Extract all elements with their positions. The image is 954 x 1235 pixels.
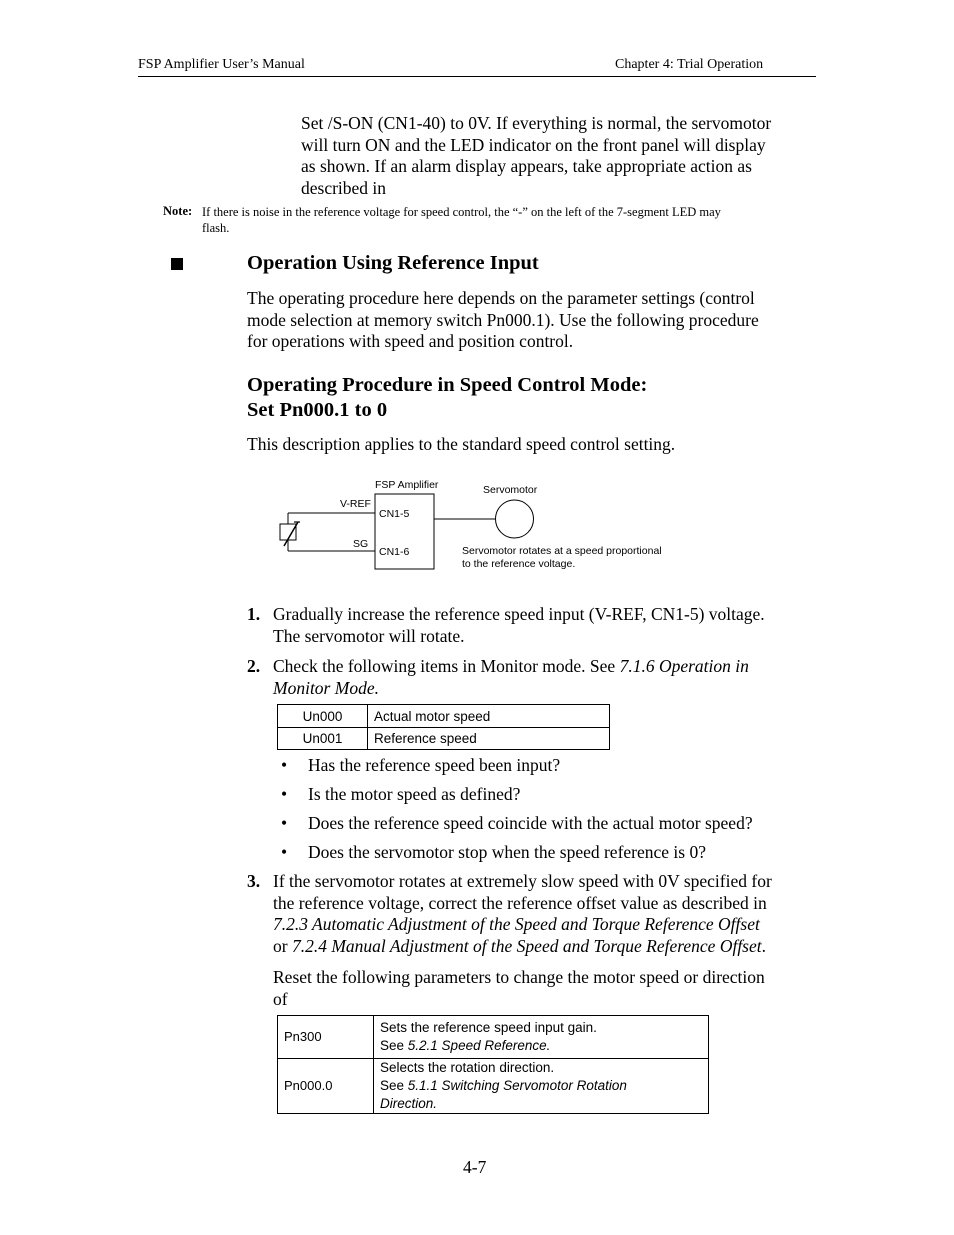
- table-cell-code: Un000: [278, 705, 368, 728]
- step-line: [273, 678, 823, 700]
- cross-reference-link: 7.1.6 Operation in: [619, 656, 749, 676]
- note-line: If there is noise in the reference voltage for speed control, the “-” on the left of the 7-segment LED may: [202, 205, 721, 219]
- subsection-body: This description applies to the standard speed control setting.: [247, 434, 676, 454]
- table-row: [278, 1016, 709, 1059]
- table-cell-desc: [374, 1016, 709, 1059]
- param-desc-line: [380, 1077, 702, 1095]
- bullet-icon: •: [281, 755, 288, 775]
- see-text: See: [380, 1078, 408, 1093]
- note-label: Note:: [163, 204, 193, 218]
- table-cell-code: Pn000.0: [278, 1059, 374, 1114]
- reset-paragraph: [273, 967, 833, 1010]
- step-text: or: [273, 935, 292, 956]
- step-text: .: [761, 935, 766, 956]
- intro-line: will turn ON and the LED indicator on the front panel will display: [301, 134, 766, 155]
- step-1-text: [273, 604, 823, 647]
- step-number: 3.: [247, 871, 261, 891]
- table-cell-code: Un001: [278, 728, 368, 750]
- table-cell-desc: Actual motor speed: [368, 705, 610, 728]
- cross-reference-link: Direction.: [380, 1096, 438, 1111]
- caption-line: to the reference voltage.: [462, 557, 576, 570]
- intro-line: as shown. If an alarm display appears, take appropriate action as: [301, 156, 752, 177]
- sg-label: SG: [353, 538, 369, 550]
- step-line: the reference voltage, correct the reference offset value as described in: [273, 892, 767, 913]
- table-row: [278, 728, 610, 750]
- param-desc-line: [380, 1095, 702, 1113]
- bullet-icon: •: [281, 813, 288, 833]
- vref-label: V-REF: [340, 498, 371, 510]
- cross-reference-link: 7.2.3 Automatic Adjustment of the Speed and Torque Reference Offset: [273, 914, 760, 935]
- step-number: 2.: [247, 656, 261, 676]
- step-text: Check the following items in Monitor mode. See: [273, 656, 620, 676]
- param-desc-line: Sets the reference speed input gain.: [380, 1020, 597, 1035]
- list-item: Does the servomotor stop when the speed reference is 0?: [308, 842, 706, 862]
- body-line: mode selection at memory switch Pn000.1). Use the following procedure: [247, 309, 759, 330]
- bullet-icon: •: [281, 784, 288, 804]
- note-line: flash.: [202, 221, 230, 235]
- step-number: 1.: [247, 604, 261, 624]
- step-2-text: [273, 656, 823, 699]
- header-chapter-title: Chapter 4: Trial Operation: [615, 57, 764, 72]
- bullet-icon: •: [281, 842, 288, 862]
- monitor-table: [277, 704, 610, 750]
- amplifier-label: FSP Amplifier: [375, 479, 439, 491]
- servomotor-icon: [496, 500, 534, 538]
- reset-line: Reset the following parameters to change the motor speed or direction: [273, 967, 765, 987]
- page-number: 4-7: [463, 1157, 487, 1177]
- cross-reference-link: 7.2.4 Manual Adjustment of the Speed and Torque Reference Offset: [291, 935, 762, 956]
- step-line: [273, 914, 833, 936]
- cross-reference-link: 5.2.1 Speed Reference.: [407, 1038, 551, 1053]
- body-line: The operating procedure here depends on the parameter settings (control: [247, 288, 755, 308]
- table-row: [278, 705, 610, 728]
- param-desc-line: Selects the rotation direction.: [380, 1060, 555, 1075]
- table-cell-code: Pn300: [278, 1016, 374, 1059]
- body-line: for operations with speed and position control.: [247, 331, 574, 352]
- list-item: Does the reference speed coincide with the actual motor speed?: [308, 813, 753, 833]
- cn1-6-label: CN1-6: [379, 546, 410, 558]
- servomotor-label: Servomotor: [483, 484, 538, 496]
- cn1-5-label: CN1-5: [379, 508, 410, 520]
- intro-line: Set /S-ON (CN1-40) to 0V. If everything is normal, the servomotor: [301, 113, 772, 133]
- param-desc-line: [380, 1037, 702, 1055]
- potentiometer-icon: [280, 524, 296, 540]
- cross-reference-link: 5.1.1 Switching Servomotor Rotation: [407, 1078, 627, 1093]
- section-heading: Operation Using Reference Input: [247, 252, 539, 274]
- cross-reference-link: Monitor Mode.: [273, 677, 379, 698]
- subsection-heading-line: Operating Procedure in Speed Control Mode:: [247, 374, 648, 396]
- diagram-caption: [462, 545, 662, 570]
- intro-line: described in: [301, 177, 387, 198]
- step-line: The servomotor will rotate.: [273, 625, 465, 646]
- caption-line: Servomotor rotates at a speed proportional: [462, 545, 662, 557]
- subsection-heading-line: Set Pn000.1 to 0: [247, 399, 388, 421]
- list-item: Has the reference speed been input?: [308, 755, 561, 775]
- parameter-table: [277, 1015, 709, 1114]
- list-item: Is the motor speed as defined?: [308, 784, 521, 804]
- reset-line: of: [273, 988, 288, 1009]
- step-line: Gradually increase the reference speed input (V-REF, CN1-5) voltage.: [273, 604, 765, 624]
- step-3-text: [273, 871, 833, 957]
- table-cell-desc: [374, 1059, 709, 1114]
- table-row: [278, 1059, 709, 1114]
- header-manual-title: FSP Amplifier User’s Manual: [138, 57, 305, 72]
- step-line: [273, 936, 833, 958]
- step-line: [273, 656, 823, 678]
- table-cell-desc: Reference speed: [368, 728, 610, 750]
- see-text: See: [380, 1038, 408, 1053]
- step-line: If the servomotor rotates at extremely slow speed with 0V specified for: [273, 871, 772, 891]
